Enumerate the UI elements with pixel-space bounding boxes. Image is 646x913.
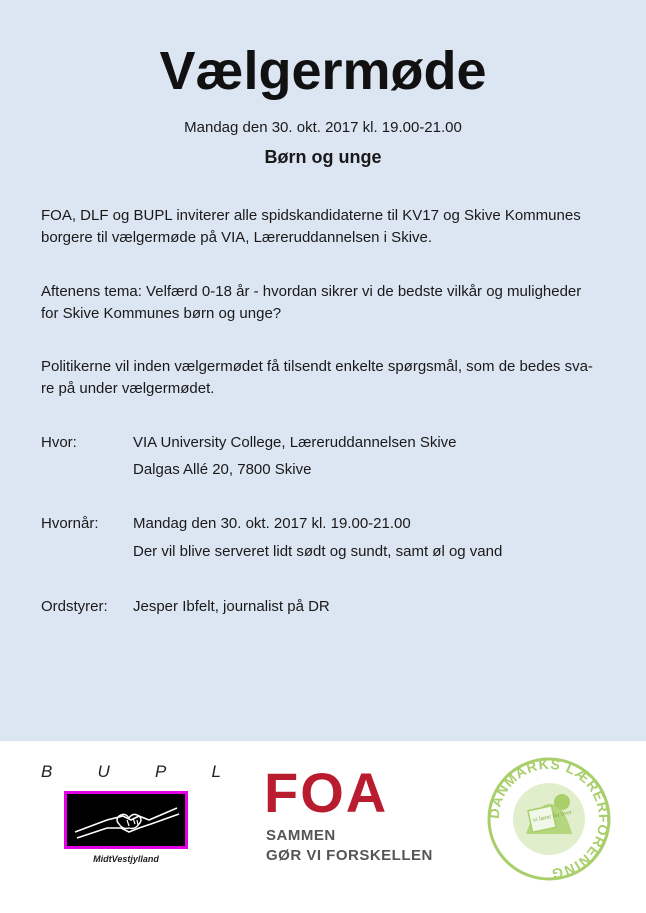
- page-title: Vælgermøde: [159, 41, 487, 101]
- bupl-letter: U: [97, 762, 110, 781]
- theme-paragraph: [41, 281, 611, 325]
- theme-line-1: Aftenens tema: Velfærd 0-18 år - hvordan sikrer vi de bedste vilkår og muligheder: [41, 283, 582, 300]
- foa-logo-word: FOA: [264, 766, 389, 818]
- foa-tagline-2: GØR VI FORSKELLEN: [266, 847, 433, 864]
- bupl-logo-subtitle: MidtVestjylland: [93, 854, 159, 864]
- dlf-seal-motto: vi lærer for livet: [532, 809, 573, 824]
- bupl-letter: L: [211, 762, 221, 781]
- questions-line-1: Politikerne vil inden vælgermødet få tilsendt enkelte spørgsmål, som de bedes sva-: [41, 358, 593, 375]
- dlf-seal-logo: [486, 756, 612, 882]
- bupl-logo-box: [64, 791, 188, 849]
- foa-logo: [264, 766, 414, 818]
- bupl-letter: P: [155, 762, 167, 781]
- where-label: Hvor:: [41, 434, 77, 451]
- when-label: Hvornår:: [41, 515, 99, 532]
- questions-line-2: re på under vælgermødet.: [41, 380, 215, 397]
- foa-tagline-1: SAMMEN: [266, 827, 336, 844]
- moderator-label: Ordstyrer:: [41, 598, 108, 615]
- event-subtitle: Børn og unge: [264, 147, 382, 167]
- when-time: Mandag den 30. okt. 2017 kl. 19.00-21.00: [133, 515, 411, 532]
- intro-line-2: borgere til vælgermøde på VIA, Læreruddannelsen i Skive.: [41, 229, 433, 246]
- where-venue: VIA University College, Læreruddannelsen Skive: [133, 434, 457, 451]
- dlf-seal-text: DANMARKS LÆRERFORENING: [486, 756, 612, 882]
- theme-line-2: for Skive Kommunes børn og unge?: [41, 305, 282, 322]
- where-address: Dalgas Allé 20, 7800 Skive: [133, 461, 312, 478]
- intro-paragraph: [41, 205, 611, 249]
- when-refreshments: Der vil blive serveret lidt sødt og sundt, samt øl og vand: [133, 543, 503, 560]
- bupl-logo-letters: [41, 762, 221, 782]
- bupl-letter: B: [41, 762, 53, 781]
- questions-paragraph: [41, 356, 611, 400]
- event-dateline: Mandag den 30. okt. 2017 kl. 19.00-21.00: [184, 119, 462, 136]
- moderator-value: Jesper Ibfelt, journalist på DR: [133, 598, 330, 615]
- intro-line-1: FOA, DLF og BUPL inviterer alle spidskandidaterne til KV17 og Skive Kommunes: [41, 207, 581, 224]
- handshake-icon: [67, 794, 185, 846]
